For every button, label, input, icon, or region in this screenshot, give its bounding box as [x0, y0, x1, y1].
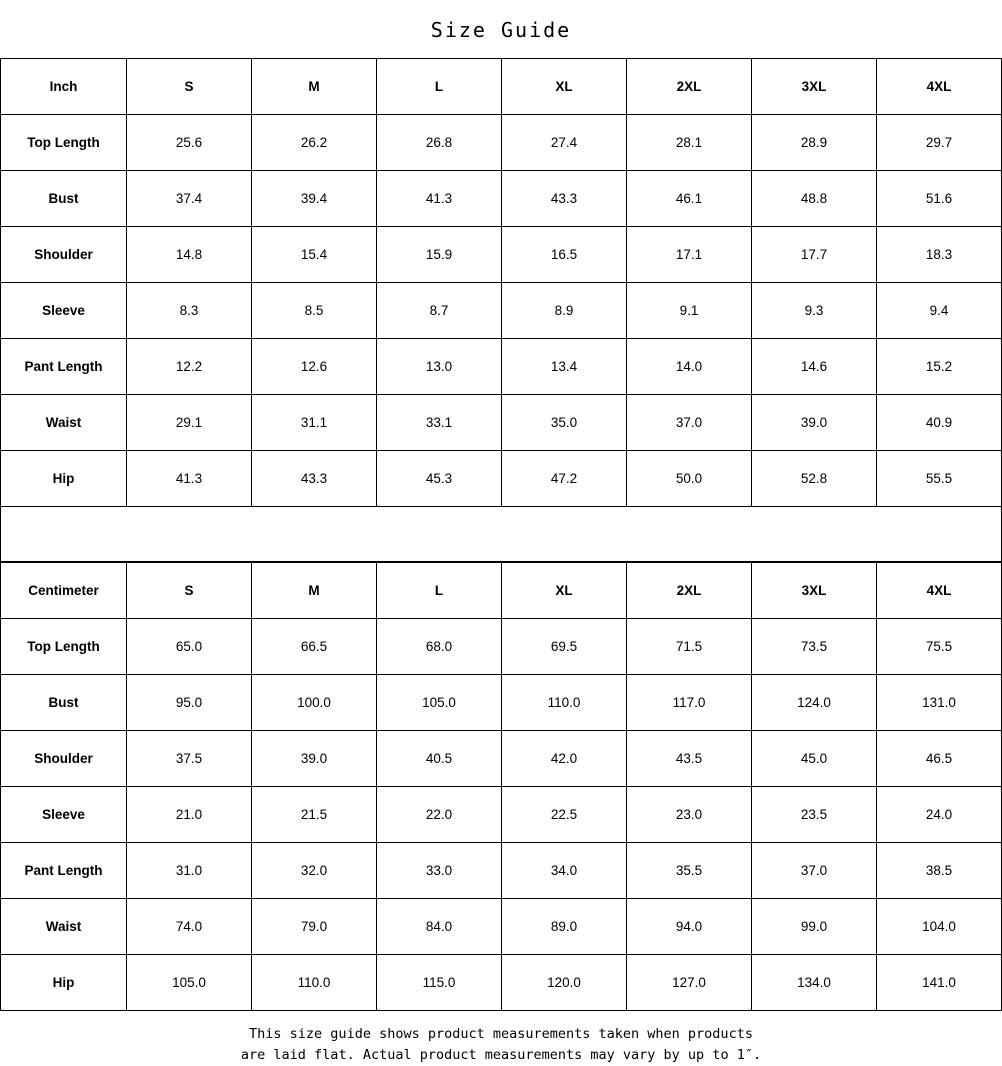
row-label: Hip	[1, 955, 127, 1011]
cell: 12.2	[127, 339, 252, 395]
cell: 37.5	[127, 731, 252, 787]
cell: 50.0	[627, 451, 752, 507]
size-header-3xl: 3XL	[752, 563, 877, 619]
cell: 51.6	[877, 171, 1002, 227]
cell: 15.4	[252, 227, 377, 283]
cell: 37.0	[627, 395, 752, 451]
cell: 8.3	[127, 283, 252, 339]
cell: 47.2	[502, 451, 627, 507]
table-row	[1, 843, 1002, 899]
cell: 79.0	[252, 899, 377, 955]
cell: 24.0	[877, 787, 1002, 843]
cell: 16.5	[502, 227, 627, 283]
row-label: Hip	[1, 451, 127, 507]
cell: 35.0	[502, 395, 627, 451]
cell: 28.9	[752, 115, 877, 171]
size-header-m: M	[252, 59, 377, 115]
table-header-row	[1, 59, 1002, 115]
cell: 41.3	[377, 171, 502, 227]
table-row	[1, 675, 1002, 731]
cell: 12.6	[252, 339, 377, 395]
cell: 43.3	[252, 451, 377, 507]
cell: 15.2	[877, 339, 1002, 395]
page-title: Size Guide	[430, 18, 572, 42]
cell: 43.3	[502, 171, 627, 227]
table-row	[1, 227, 1002, 283]
size-header-4xl: 4XL	[877, 59, 1002, 115]
cell: 13.0	[377, 339, 502, 395]
size-header-2xl: 2XL	[627, 59, 752, 115]
footer-note-line-2: are laid flat. Actual product measurements may vary by up to 1″.	[240, 1047, 762, 1064]
cell: 9.3	[752, 283, 877, 339]
cell: 110.0	[502, 675, 627, 731]
cell: 23.5	[752, 787, 877, 843]
unit-label-inch: Inch	[1, 59, 127, 115]
cell: 73.5	[752, 619, 877, 675]
table-row	[1, 339, 1002, 395]
cell: 25.6	[127, 115, 252, 171]
cell: 94.0	[627, 899, 752, 955]
cell: 69.5	[502, 619, 627, 675]
cell: 43.5	[627, 731, 752, 787]
cell: 110.0	[252, 955, 377, 1011]
cell: 33.1	[377, 395, 502, 451]
size-header-l: L	[377, 59, 502, 115]
cell: 120.0	[502, 955, 627, 1011]
size-header-s: S	[127, 563, 252, 619]
cell: 105.0	[127, 955, 252, 1011]
row-label: Top Length	[1, 115, 127, 171]
row-label: Shoulder	[1, 731, 127, 787]
cell: 37.0	[752, 843, 877, 899]
cell: 15.9	[377, 227, 502, 283]
table-row	[1, 619, 1002, 675]
size-header-4xl: 4XL	[877, 563, 1002, 619]
cell: 35.5	[627, 843, 752, 899]
cell: 21.0	[127, 787, 252, 843]
table-row	[1, 395, 1002, 451]
table-separator	[0, 507, 1002, 562]
cell: 105.0	[377, 675, 502, 731]
table-row	[1, 787, 1002, 843]
cell: 17.7	[752, 227, 877, 283]
row-label: Sleeve	[1, 787, 127, 843]
row-label: Top Length	[1, 619, 127, 675]
cell: 115.0	[377, 955, 502, 1011]
cell: 22.5	[502, 787, 627, 843]
row-label: Pant Length	[1, 843, 127, 899]
unit-label-centimeter: Centimeter	[1, 563, 127, 619]
cell: 8.5	[252, 283, 377, 339]
cell: 46.1	[627, 171, 752, 227]
cell: 26.8	[377, 115, 502, 171]
size-header-xl: XL	[502, 59, 627, 115]
cell: 31.1	[252, 395, 377, 451]
row-label: Sleeve	[1, 283, 127, 339]
cell: 31.0	[127, 843, 252, 899]
size-table-inch	[0, 58, 1002, 507]
cell: 9.4	[877, 283, 1002, 339]
cell: 42.0	[502, 731, 627, 787]
cell: 8.9	[502, 283, 627, 339]
cell: 100.0	[252, 675, 377, 731]
cell: 124.0	[752, 675, 877, 731]
cell: 65.0	[127, 619, 252, 675]
cell: 13.4	[502, 339, 627, 395]
cell: 48.8	[752, 171, 877, 227]
cell: 29.7	[877, 115, 1002, 171]
table-row	[1, 899, 1002, 955]
cell: 52.8	[752, 451, 877, 507]
cell: 8.7	[377, 283, 502, 339]
cell: 131.0	[877, 675, 1002, 731]
table-row	[1, 451, 1002, 507]
cell: 74.0	[127, 899, 252, 955]
cell: 28.1	[627, 115, 752, 171]
cell: 75.5	[877, 619, 1002, 675]
cell: 18.3	[877, 227, 1002, 283]
cell: 41.3	[127, 451, 252, 507]
cell: 45.0	[752, 731, 877, 787]
cell: 23.0	[627, 787, 752, 843]
cell: 27.4	[502, 115, 627, 171]
cell: 39.0	[252, 731, 377, 787]
cell: 68.0	[377, 619, 502, 675]
row-label: Waist	[1, 899, 127, 955]
size-header-l: L	[377, 563, 502, 619]
cell: 32.0	[252, 843, 377, 899]
table-row	[1, 955, 1002, 1011]
cell: 45.3	[377, 451, 502, 507]
cell: 26.2	[252, 115, 377, 171]
size-header-2xl: 2XL	[627, 563, 752, 619]
table-row	[1, 731, 1002, 787]
cell: 134.0	[752, 955, 877, 1011]
cell: 104.0	[877, 899, 1002, 955]
size-header-xl: XL	[502, 563, 627, 619]
footer-note	[0, 1011, 1002, 1066]
cell: 71.5	[627, 619, 752, 675]
cell: 22.0	[377, 787, 502, 843]
cell: 38.5	[877, 843, 1002, 899]
cell: 33.0	[377, 843, 502, 899]
cell: 40.5	[377, 731, 502, 787]
size-header-3xl: 3XL	[752, 59, 877, 115]
cell: 9.1	[627, 283, 752, 339]
table-header-row	[1, 563, 1002, 619]
cell: 46.5	[877, 731, 1002, 787]
cell: 95.0	[127, 675, 252, 731]
cell: 39.0	[752, 395, 877, 451]
cell: 37.4	[127, 171, 252, 227]
cell: 21.5	[252, 787, 377, 843]
table-row	[1, 283, 1002, 339]
cell: 29.1	[127, 395, 252, 451]
cell: 66.5	[252, 619, 377, 675]
row-label: Bust	[1, 675, 127, 731]
cell: 14.0	[627, 339, 752, 395]
cell: 141.0	[877, 955, 1002, 1011]
cell: 34.0	[502, 843, 627, 899]
row-label: Shoulder	[1, 227, 127, 283]
cell: 127.0	[627, 955, 752, 1011]
cell: 117.0	[627, 675, 752, 731]
footer-note-line-1: This size guide shows product measurements taken when products	[249, 1026, 753, 1043]
table-row	[1, 115, 1002, 171]
row-label: Waist	[1, 395, 127, 451]
cell: 89.0	[502, 899, 627, 955]
size-header-m: M	[252, 563, 377, 619]
size-header-s: S	[127, 59, 252, 115]
table-row	[1, 171, 1002, 227]
size-table-centimeter	[0, 562, 1002, 1011]
cell: 17.1	[627, 227, 752, 283]
cell: 40.9	[877, 395, 1002, 451]
cell: 84.0	[377, 899, 502, 955]
cell: 99.0	[752, 899, 877, 955]
cell: 14.8	[127, 227, 252, 283]
row-label: Bust	[1, 171, 127, 227]
cell: 14.6	[752, 339, 877, 395]
cell: 39.4	[252, 171, 377, 227]
cell: 55.5	[877, 451, 1002, 507]
row-label: Pant Length	[1, 339, 127, 395]
